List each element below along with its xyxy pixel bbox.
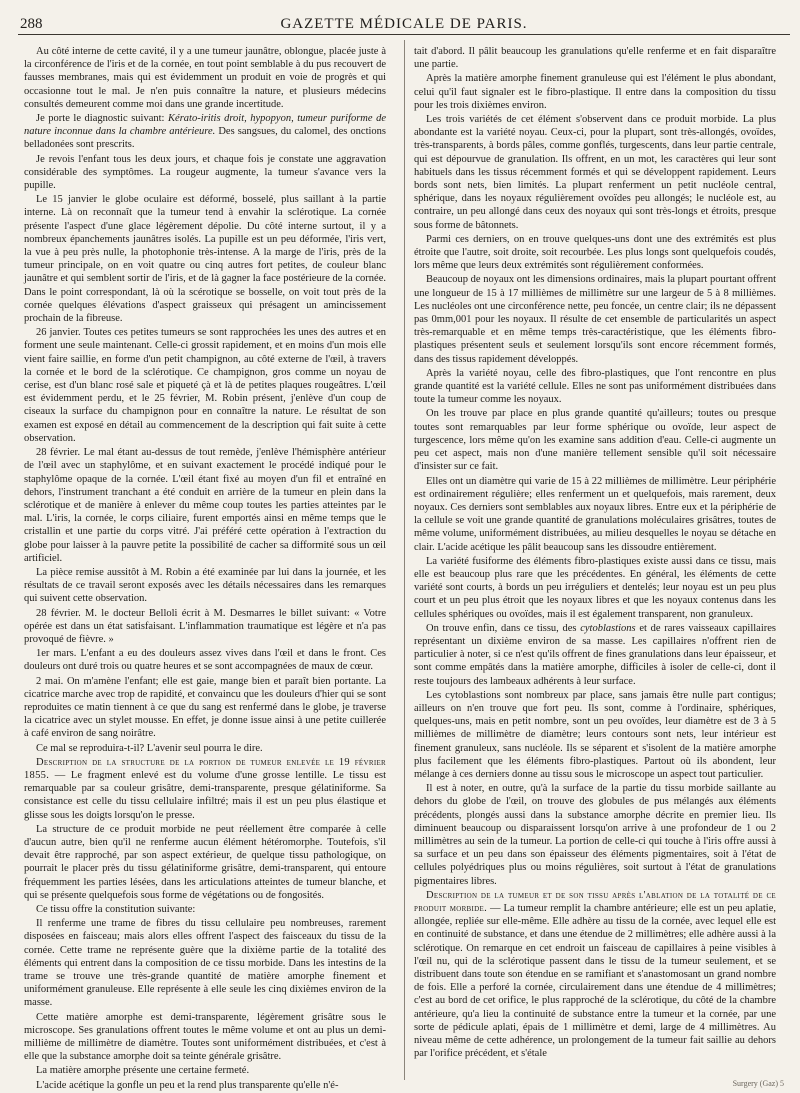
- diagnosis-intro: Je porte le diagnostic suivant:: [36, 113, 169, 125]
- page-number: 288: [20, 16, 43, 32]
- paragraph: Il renferme une trame de fibres du tissu cellulaire peu nombreuses, rarement disposées en faisceau; mais alors elles offrent l'aspect des faisceaux du tissu de la cornée. Cette trame ne représente guère que la dixième partie de la totalité des éléments qui entrent dans la composition de ce tissu morbide. Dans les intestins de la trame se trouve une très-grande quantité de matière amorphe finement et uniformément granuleuse. Elle représente à elle seule les cinq dixièmes environ de la masse.: [24, 918, 386, 1009]
- paragraph: 28 février. Le mal étant au-dessus de tout remède, j'enlève l'hémisphère antérieur de l'œil avec un staphylôme, et en suivant exactement le procédé indiqué pour le staphylôme opaque de la cornée. L'œil étant fixé au moyen d'un fil et entraîné en dehors, l'instrument tranchant a été conduit en arrière de la tumeur en plein dans la sclérotique et de manière à enlever du même coup toutes les parties atteintes par le mal. L'iris, la cornée, le corps ciliaire, furent emportés ainsi en même temps que le cristallin et une partie du corps vitré. J'ai préféré cette opération à l'extraction du globe pour laisser à la pauvre petite la possibilité de cacher sa difformité sous un œil artificiel.: [24, 447, 386, 564]
- text: On trouve enfin, dans ce tissu, des: [426, 622, 581, 634]
- journal-title: GAZETTE MÉDICALE DE PARIS.: [280, 16, 528, 32]
- paragraph: [414, 622, 776, 688]
- newspaper-page: [18, 10, 790, 1091]
- paragraph: L'acide acétique la gonfle un peu et la rend plus transparente qu'elle n'é-: [36, 1079, 339, 1091]
- stamp-note: Surgery (Gaz) 5: [732, 1079, 784, 1088]
- paragraph: La pièce remise aussitôt à M. Robin a été examinée par lui dans la journée, et les résultats de ce travail seront exposés avec les détails nécessaires dans les remarques qui suivent cette observation.: [24, 566, 386, 605]
- paragraph: Ce tissu offre la constitution suivante:: [36, 904, 196, 915]
- section-heading: Description de la tumeur et de son tissu après l'ablation de la totalité de ce produit morbide.: [414, 889, 776, 914]
- paragraph: Au côté interne de cette cavité, il y a une tumeur jaunâtre, oblongue, placée juste à la circonférence de l'iris et de la cornée, en tout point semblable à du pus recouvert de fausses membranes, mais qui est évidemment un produit en voie de progrès et qui occasionne tout le mal. Je n'en puis connaître la nature, et plusieurs médecins consultés demeurent comme moi dans une grande incertitude.: [24, 46, 386, 110]
- paragraph: Je revois l'enfant tous les deux jours, et chaque fois je constate une aggravation considérable des symptômes. La rougeur augmente, la tumeur s'avance vers la pupille.: [24, 153, 386, 192]
- paragraph: tait d'abord. Il pâlit beaucoup les granulations qu'elle renferme et en fait disparaître une partie.: [414, 46, 776, 71]
- section-text: — Le fragment enlevé est du volume d'une grosse lentille. Le tissu est remarquable par sa couleur grisâtre, demi-transparente, presque gélatiniforme. Sa consistance est celle du tissu cellulaire infiltré; mais il est un peu plus élastique et glisse sous les doigts lorsqu'on le presse.: [24, 769, 386, 821]
- paragraph: La variété fusiforme des éléments fibro-plastiques existe aussi dans ce tissu, mais elle est beaucoup plus rare que les précédentes. En général, les éléments de cette variété sont courts, à bords un peu irréguliers et dentelés; leur noyau est un peu plus court et un peu plus étroit que les noyaux libres et que les noyaux contenus dans les cellules sphériques ou ovoïdes, mais il est également transparent, non granuleux.: [414, 555, 776, 620]
- paragraph: 28 février. M. le docteur Belloli écrit à M. Desmarres le billet suivant: « Votre opérée est dans un état satisfaisant. L'inflammation traumatique est légère et n'a pas provoqué de fièvre. »: [24, 607, 386, 645]
- paragraph: 26 janvier. Toutes ces petites tumeurs se sont rapprochées les unes des autres et en forment une seule maintenant. Celle-ci grossit rapidement, et en moins d'un mois elle vient faire saillie, en forme d'un petit champignon, au côté externe de l'œil, à travers la cornée et le bord de la sclérotique. Ce champignon, gros comme un noyau de cerise, est d'un blanc rosé sale et piqueté çà et là de petites plaques rougeâtres. L'œil est évidemment perdu, et le 25 février, M. Robin présent, j'enlève d'un coup de ciseaux la surface du champignon pour en connaître la nature. Le résultat de son examen est exposé en détail au commencement de la description qui fait suite à cette observation.: [24, 327, 386, 444]
- paragraph: 1er mars. L'enfant a eu des douleurs assez vives dans l'œil et dans le front. Ces douleurs ont duré trois ou quatre heures et se sont accompagnées de maux de cœur.: [24, 648, 386, 673]
- paragraph: La structure de ce produit morbide ne peut réellement être comparée à celle d'aucun autre, bien qu'il ne renferme aucun élément hétéromorphe. Toutefois, s'il devait être rapproché, par son aspect extérieur, de quelque tissu pathologique, on pourrait le placer près du tissu gélatiniforme grisâtre, demi-transparent, qui entoure fréquemment les parties lésées, dans les articulations atteintes de tumeur blanche, et qui se présente quelquefois sous forme de végétations ou de fongosités.: [24, 823, 386, 901]
- paragraph: Les cytoblastions sont nombreux par place, sans jamais être nulle part contigus; ailleurs on n'en trouve que fort peu. Ils sont, comme à l'ordinaire, sphériques, quelques-uns, mais en petit nombre, sont un peu ovoïdes, leur diamètre est de 3 à 5 millièmes de millimètre de diamètre; leurs contours sont nets, leur intérieur est finement granuleux, sans nucléole. Ils se séparent et s'isolent de la matière amorphe plus facilement que les éléments fibro-plastiques. Partout où ils abondent, leur mélange à ces derniers donne au tissu sous le microscope un aspect tout particulier.: [414, 689, 776, 780]
- paragraph: Après la variété noyau, celle des fibro-plastiques, que l'ont rencontre en plus grande quantité est la variété cellule. Elles ne sont pas uniformément distribuées dans toute la tumeur comme les noyaux.: [414, 367, 776, 406]
- right-column: [414, 45, 776, 1080]
- section-text: — La tumeur remplit la chambre antérieure; elle est un peu aplatie, allongée, repliée sur elle-même. Elle adhère au tissu de la cornée, avec lequel elle est en continuité de substance, et dans une étendue de 2 millimètres; elle adhère aussi à la sclérotique. On remarque en cet endroit un faisceau de capillaires à peine visibles à l'œil nu, qui de la sclérotique passent dans le tissu de la tumeur seulement, et se distribuent dans toute son étendue en se ramifiant et s'anastomosant un grand nombre de fois. Elle a perforé la cornée, circulairement dans une étendue de 4 millimètres; c'est au bord de cet orifice, le plus rapproché de la sclérotique, du côté de la chambre antérieure, qu'a lieu la continuité de substance entre la tumeur et la cornée, par une sorte de pédicule aplati, épais de 1 millimètre et demi, large de 4 millimètres. Au niveau même de cette adhérence, un prolongement de la tumeur fait saillie au dehors par l'orifice précédent, et s'étale: [414, 903, 776, 1060]
- paragraph: Elles ont un diamètre qui varie de 15 à 22 millièmes de millimètre. Leur périphérie est ordinairement régulière; elles renferment un et quelquefois, mais rarement, deux noyaux. Ces derniers sont semblables aux noyaux libres. Entre eux et la périphérie de la cellule se voit une grande quantité de granulations moléculaires grisâtres, toutes de même volume, uniformément distribuées, au milieu desquelles le noyau se détache en clair. L'acide acétique les pâlit beaucoup sans les dissoudre entièrement.: [414, 475, 776, 553]
- term: cytoblastions: [580, 622, 636, 634]
- paragraph: [24, 112, 386, 152]
- section-paragraph: [24, 756, 386, 822]
- column-divider: [404, 40, 405, 1080]
- diagnosis-text: Kérato-iritis droit, hypopyon, tumeur puriforme de nature inconnue dans la chambre antérieure.: [24, 113, 387, 138]
- paragraph: Ce mal se reproduira-t-il? L'avenir seul pourra le dire.: [36, 742, 263, 754]
- paragraph: Le 15 janvier le globe oculaire est déformé, bosselé, plus saillant à la partie interne. Là on reconnaît que la tumeur tend à envahir la sclérotique. La cornée présente l'aspect d'une glace légèrement dépolie. Du côté interne surtout, il y a nombreux épanchements jaunâtres isolés. La pupille est un peu déformée, l'iris vert, la vue à peu près nulle, la photophonie très-intense. A la marge de l'iris, près de la tumeur principale, on en voit quatre ou cinq autres fort petites, de couleur blanc jaunâtre et qui semblent sortir de l'iris, et de là gagner la face postérieure de la cornée. Dans le point correspondant, là où la scérotique se bosselle, on voit tout près de la cornée quelques élévations d'aspect graisseux qui présagent un amincissement prochain de la fibreuse.: [24, 194, 386, 325]
- paragraph: Parmi ces derniers, on en trouve quelques-uns dont une des extrémités est plus étroite que l'autre, soit droite, soit recourbée. Les plus longs sont quelquefois coudés, lors même que leurs deux extrémités sont régulièrement conformées.: [414, 233, 776, 272]
- left-column: [24, 45, 387, 1091]
- section-heading: Description de la structure de la portion de tumeur enlevée le 19 février 1855.: [24, 756, 386, 781]
- paragraph: On les trouve par place en plus grande quantité qu'ailleurs; toutes ou presque toutes sont remarquables par leur forme sphérique ou ovoïde, leur aspect de turgescence, lors même qu'on les examine sans addition d'eau. Celle-ci augmente un peu cet aspect, mais non d'une manière tellement sensible qu'il soit nécessaire d'insister sur ce fait.: [414, 408, 776, 473]
- paragraph: Cette matière amorphe est demi-transparente, légèrement grisâtre sous le microscope. Ses granulations offrent toutes le même volume et ont au plus un demi-millième de millimètre de diamètre. Toutes sont uniformément distribuées, et c'est à elle que la substance amorphe doit sa teinte générale grisâtre.: [24, 1011, 386, 1063]
- paragraph: Après la matière amorphe finement granuleuse qui est l'élément le plus abondant, celui qu'il faut signaler est le fibro-plastique. Il entre dans la composition du tissu pour les trois dixièmes environ.: [414, 73, 776, 111]
- paragraph: Les trois variétés de cet élément s'observent dans ce produit morbide. La plus abondante est la variété noyau. Ceux-ci, pour la plupart, sont très-allongés, ovoïdes, très-transparents, à bords pâles, comme gonflés, turgescents, dans leur partie centrale, qui est dépourvue de granulation. Ils offrent, en un mot, les caractères qui leur sont habituels dans les tissus récemment formés et qui se développent rapidement. Leurs bords sont nets, bien limités. La plupart renferment un petit nucléole central, sphérique, dans les noyaux régulièrement ovoïdes peu allongés; le nucléole est, au contraire, un peu allongé dans ceux des noyaux qui sont très-longs et étroits, presque sous forme de bâtonnets.: [414, 114, 776, 231]
- section-paragraph: [414, 889, 776, 1061]
- paragraph: 2 mai. On m'amène l'enfant; elle est gaie, mange bien et paraît bien portante. La cicatrice marche avec trop de rapidité, et convaincu que les douleurs d'hier qui se sont reproduites ce matin tiennent à ce que du sang est renfermé dans le globe, je traverse la cicatrice avec un stylet mousse. En effet, je donne issue ainsi à une petite cuillerée à café environ de sang noirâtre.: [24, 675, 386, 740]
- text: et de rares vaisseaux capillaires représentant un dixième environ de sa masse. Les capillaires n'offrent rien de particulier à noter, si ce n'est qu'ils offrent de fines granulations dans leur épaisseur, et sont comme empâtés dans la matière amorphe, difficiles à isoler de celle-ci, dont il reste toujours des lambeaux adhérents à leur surface.: [414, 622, 776, 687]
- paragraph: Beaucoup de noyaux ont les dimensions ordinaires, mais la plupart pourtant offrent une longueur de 15 à 17 millièmes de millimètre sur une largeur de 5 à 8 millièmes. Les nucléoles ont une circonférence nette, peu foncée, un centre clair; ils ne dépassent pas 0mm,001 pour les noyaux. Il résulte de cet ensemble de particularités un aspect très-remarquable et en même temps très-caractéristique, que les éléments fibro-plastiques présentent seuls et seulement lorsqu'ils sont encore récemment formés, dans des tissus rapidement développés.: [414, 274, 776, 365]
- diagnosis-tail: Des sangsues, du calomel, des onctions belladonées sont prescrits.: [24, 126, 386, 151]
- paragraph: Il est à noter, en outre, qu'à la surface de la partie du tissu morbide saillante au dehors du globe de l'œil, on trouve des globules de pus mélangés aux éléments précédents, plongés aussi dans la substance amorphe décrite en premier lieu. Ils diminuent beaucoup ou disparaissent lorsqu'on arrive à une profondeur de 1 ou 2 millimètres au sein de la tumeur. La portion de celle-ci qui touche à l'iris offre aussi à sa surface et un peu dans son épaisseur des éléments pigmentaires, soit à l'état de cellules polyédriques plus ou moins régulières, soit surtout à l'état de granulations pigmentaires libres.: [414, 783, 776, 887]
- page-header: [18, 10, 790, 35]
- paragraph: La matière amorphe présente une certaine fermeté.: [36, 1065, 250, 1077]
